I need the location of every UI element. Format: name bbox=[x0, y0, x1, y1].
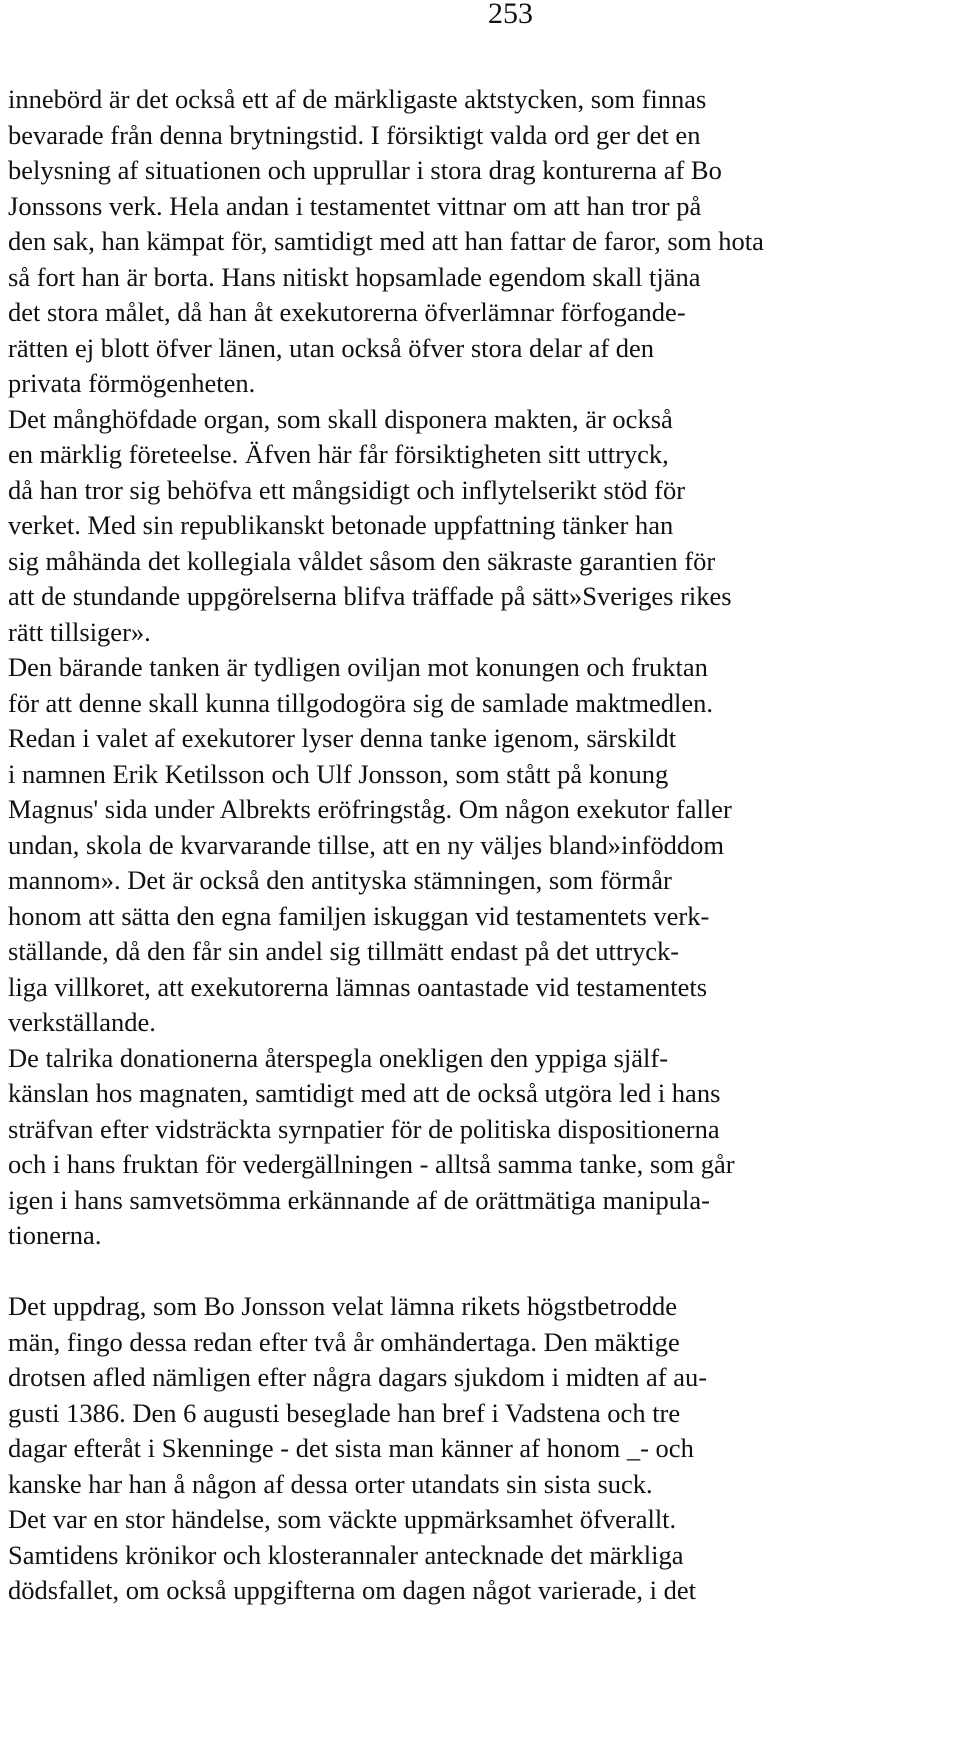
text-line: Redan i valet af exekutorer lyser denna tanke igenom, särskildt bbox=[8, 723, 677, 753]
text-line: kanske har han å någon af dessa orter utandats sin sista suck. bbox=[8, 1468, 653, 1499]
text-line: dagar efteråt i Skenninge - det sista man känner af honom _- och bbox=[8, 1433, 694, 1463]
text-line: tionerna. bbox=[8, 1220, 102, 1250]
text-line: då han tror sig behöfva ett mångsidigt och inflytelserikt stöd för bbox=[8, 474, 686, 505]
text-line: honom att sätta den egna familjen iskuggan vid testamentets verk- bbox=[8, 900, 710, 931]
text-line: liga villkoret, att exekutorerna lämnas oantastade vid testamentets bbox=[8, 971, 708, 1002]
text-line: drotsen afled nämligen efter några dagars sjukdom i midten af au- bbox=[8, 1362, 708, 1392]
text-line: Det var en stor händelse, som väckte uppmärksamhet öfverallt. bbox=[8, 1504, 677, 1534]
body-text bbox=[8, 82, 958, 1609]
text-line: Det månghöfdade organ, som skall disponera makten, är också bbox=[8, 403, 673, 434]
text-line: känslan hos magnaten, samtidigt med att de också utgöra led i hans bbox=[8, 1078, 721, 1108]
text-line: bevarade från denna brytningstid. I försiktigt valda ord ger det en bbox=[8, 119, 701, 150]
text-line: ställande, då den får sin andel sig tillmätt endast på det uttryck- bbox=[8, 936, 680, 966]
text-line: sträfvan efter vidsträckta syrnpatier för de politiska dispositionerna bbox=[8, 1113, 720, 1144]
text-line: gusti 1386. Den 6 augusti beseglade han bref i Vadstena och tre bbox=[8, 1397, 681, 1428]
text-line: belysning af situationen och upprullar i stora drag konturerna af Bo bbox=[8, 155, 722, 185]
text-line: De talrika donationerna återspegla onekligen den yppiga själf- bbox=[8, 1042, 669, 1073]
text-line: dödsfallet, om också uppgifterna om dagen något varierade, i det bbox=[8, 1575, 697, 1605]
text-line: innebörd är det också ett af de märkligaste aktstycken, som finnas bbox=[8, 84, 707, 114]
text-line: och i hans fruktan för vedergällningen - alltså samma tanke, som går bbox=[8, 1149, 735, 1179]
text-line: det stora målet, då han åt exekutorerna öfverlämnar förfogande- bbox=[8, 297, 686, 327]
text-line: rätt tillsiger». bbox=[8, 616, 151, 647]
text-line: Magnus' sida under Albrekts eröfringståg. Om någon exekutor faller bbox=[8, 794, 732, 824]
text-line: sig måhända det kollegiala våldet såsom den säkraste garantien för bbox=[8, 545, 716, 576]
text-line: att de stundande uppgörelserna blifva träffade på sätt»Sveriges rikes bbox=[8, 581, 732, 611]
text-line: Den bärande tanken är tydligen oviljan mot konungen och fruktan bbox=[8, 652, 708, 682]
page-number: 253 bbox=[488, 0, 533, 30]
text-line: rätten ej blott öfver länen, utan också öfver stora delar af den bbox=[8, 332, 655, 363]
text-line: mannom». Det är också den antityska stämningen, som förmår bbox=[8, 865, 672, 895]
text-line: undan, skola de kvarvarande tillse, att en ny väljes bland»inföddom bbox=[8, 829, 725, 860]
paragraph-gap bbox=[8, 1254, 958, 1290]
text-line: Det uppdrag, som Bo Jonsson velat lämna rikets högstbetrodde bbox=[8, 1291, 678, 1321]
text-line: verket. Med sin republikanskt betonade uppfattning tänker han bbox=[8, 510, 674, 540]
text-line: män, fingo dessa redan efter två år omhändertaga. Den mäktige bbox=[8, 1326, 680, 1357]
text-line: Samtidens krönikor och klosterannaler antecknade det märkliga bbox=[8, 1539, 684, 1570]
text-line: för att denne skall kunna tillgodogöra sig de samlade maktmedlen. bbox=[8, 687, 714, 718]
text-line: den sak, han kämpat för, samtidigt med att han fattar de faror, som hota bbox=[8, 226, 764, 256]
text-line: verkställande. bbox=[8, 1007, 156, 1037]
text-line: igen i hans samvetsömma erkännande af de orättmätiga manipula- bbox=[8, 1184, 711, 1215]
text-line: Jonssons verk. Hela andan i testamentet vittnar om att han tror på bbox=[8, 190, 702, 221]
text-line: privata förmögenheten. bbox=[8, 368, 256, 398]
text-line: i namnen Erik Ketilsson och Ulf Jonsson, som stått på konung bbox=[8, 758, 669, 789]
text-line: så fort han är borta. Hans nitiskt hopsamlade egendom skall tjäna bbox=[8, 261, 701, 292]
text-line: en märklig företeelse. Äfven här får försiktigheten sitt uttryck, bbox=[8, 439, 669, 469]
